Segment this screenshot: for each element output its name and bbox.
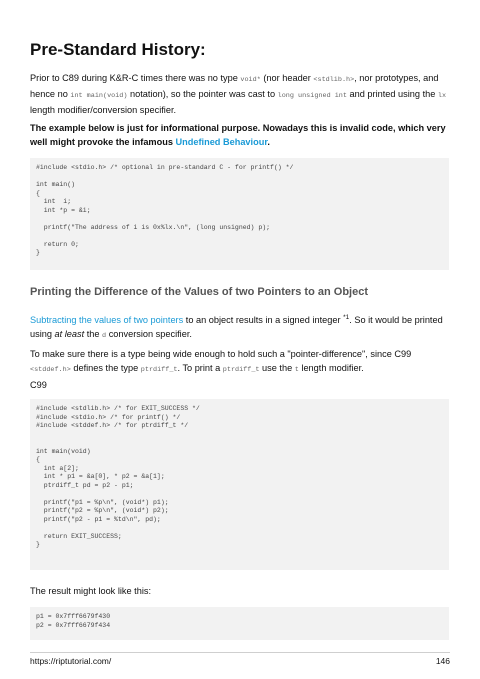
- inline-code: t: [294, 366, 299, 374]
- subtracting-pointers-link[interactable]: Subtracting the values of two pointers: [30, 315, 184, 326]
- text: notation), so the pointer was cast to: [127, 89, 278, 99]
- inline-code: <stdlib.h>: [313, 76, 355, 84]
- footer-url-link[interactable]: https://riptutorial.com/: [30, 656, 112, 666]
- paragraph-subtracting: [30, 311, 450, 343]
- text: to an object results in a signed integer: [183, 315, 344, 326]
- text: The example below is just for informational purpose. Nowadays this is invalid code, which very well might provoke the infamous: [30, 123, 446, 147]
- paragraph-result: The result might look like this:: [30, 586, 152, 596]
- undefined-behaviour-link[interactable]: Undefined Behaviour: [175, 137, 268, 147]
- footer-divider: [30, 652, 450, 653]
- text: . So it would be printed using: [30, 315, 443, 340]
- page-number: 146: [435, 656, 450, 666]
- text: To make sure there is a type being wide enough to hold such a "pointer-difference", since C99: [30, 349, 412, 359]
- inline-code: lx: [437, 92, 447, 100]
- code-block-pre-standard: #include <stdio.h> /* optional in pre-standard C - for printf() */ int main() { int i; int *p = &i; printf("The address of i is 0x%lx.\n", (long unsigned) p); return 0; }: [30, 158, 449, 270]
- section-title: Printing the Difference of the Values of two Pointers to an Object: [30, 286, 368, 298]
- inline-code: d: [102, 332, 107, 341]
- code-block-output: p1 = 0x7fff6679f430 p2 = 0x7fff6679f434: [30, 607, 449, 640]
- page-title: Pre-Standard History:: [30, 40, 206, 59]
- inline-code: int main(void): [70, 92, 128, 100]
- text: . To print a: [177, 363, 223, 373]
- paragraph-ptrdiff: [30, 347, 450, 377]
- text: and printed using the: [346, 89, 438, 99]
- text: .: [267, 137, 270, 147]
- text: the: [84, 329, 103, 340]
- code-block-c99: #include <stdlib.h> /* for EXIT_SUCCESS */ #include <stdio.h> /* for printf() */ #include <stddef.h> /* for ptrdiff_t */ int main(void) { int a[2]; int * p1 = &a[0], * p2 = &a[1]; ptrdiff_t pd = p2 - p1; printf("p1 = %p\n", (void*) p1); printf("p2 = %p\n", (void*) p2); printf("p2 - p1 = %td\n", pd); return EXIT_SUCCESS; }: [30, 399, 449, 570]
- paragraph-warning: [30, 121, 450, 149]
- text: Prior to C89 during K&R-C times there was no type: [30, 73, 241, 83]
- inline-code: void*: [240, 76, 261, 84]
- emphasis-text: at least: [54, 329, 85, 340]
- inline-code: long unsigned int: [277, 92, 347, 100]
- footnote-marker: *1: [343, 314, 350, 321]
- paragraph-history: [30, 71, 450, 117]
- text: use the: [259, 363, 295, 373]
- inline-code: ptrdiff_t: [140, 366, 178, 374]
- c99-label: C99: [30, 380, 47, 390]
- text: conversion specifier.: [106, 329, 192, 340]
- inline-code: ptrdiff_t: [222, 366, 260, 374]
- text: defines the type: [70, 363, 141, 373]
- text: length modifier.: [298, 363, 364, 373]
- text: length modifier/conversion specifier.: [30, 105, 177, 115]
- text: (nor header: [260, 73, 314, 83]
- text: , nor prototypes, and hence no: [30, 73, 439, 99]
- inline-code: <stddef.h>: [30, 366, 71, 374]
